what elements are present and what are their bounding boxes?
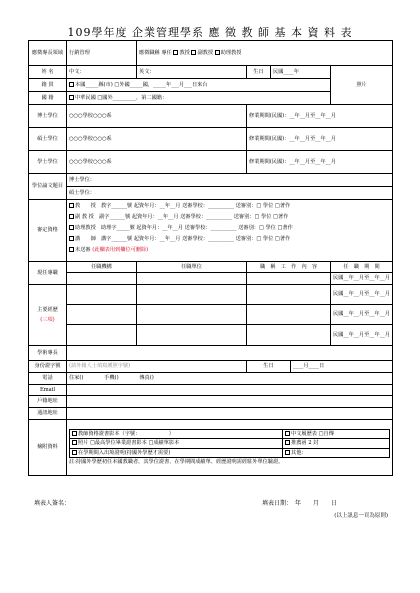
email-label: Email [29, 385, 67, 396]
experience-period[interactable]: 民國__年__月至__年__月 [331, 305, 393, 325]
roc-checkbox[interactable] [69, 95, 74, 100]
id-label: 身份證字號 [29, 361, 67, 373]
name-en-field[interactable]: 英文： [137, 66, 247, 79]
attachment-checkbox[interactable] [285, 431, 290, 436]
row-id [29, 361, 393, 373]
master-school[interactable]: ○○○學校○○○系 [67, 128, 247, 151]
experience-unit[interactable] [137, 325, 247, 346]
qualification-checkbox[interactable] [69, 214, 74, 219]
home-phone-label: 住家( [69, 375, 82, 382]
origin-field[interactable] [67, 79, 331, 92]
nationality-label: 國 籍 [29, 92, 67, 105]
rank-option-label: 副教授 [197, 49, 214, 56]
row-experience-2 [29, 305, 393, 325]
address-label: 通訊地址 [29, 408, 67, 420]
experience-period[interactable]: 民國__年__月至__年__月 [331, 285, 393, 305]
qualification-rank: 助理教授 [75, 225, 96, 231]
attachment-checkbox[interactable] [285, 440, 290, 445]
main-experience-label [29, 285, 67, 346]
experience-unit[interactable] [137, 305, 247, 325]
birth-year-field[interactable]: 民國____年 [271, 66, 331, 79]
address-field[interactable] [67, 408, 393, 420]
row-thesis-phd [29, 174, 393, 187]
phone-label: 電話 [29, 373, 67, 385]
main-experience-note: (三項) [40, 316, 55, 323]
bachelor-label: 學士學位 [29, 151, 67, 174]
experience-institution[interactable] [67, 325, 137, 346]
main-experience-title: 主要經歷 [37, 307, 58, 313]
row-experience-3 [29, 325, 393, 346]
not-reviewed-note: (此欄表用到欄位可刪除) [92, 247, 149, 253]
signature-line [34, 498, 386, 507]
rank-checkbox-assistant[interactable] [215, 50, 220, 55]
attachment-item: 推薦函 2 封 [291, 440, 319, 447]
qualification-text: 教字______號 起資年月：__年__月 送審學校：__________ 送審別：□ 學位 □著作 [100, 203, 291, 209]
experience-period[interactable]: 民國__年__月至__年__月 [331, 325, 393, 346]
thesis-label: 學位論文題目 [29, 174, 67, 200]
row-qualification [29, 200, 393, 262]
mobile-phone-label: ) 手機( [81, 375, 117, 382]
qualification-item [69, 214, 390, 225]
specialty-label: 應徵專長領域 [29, 41, 67, 66]
attachment-checkbox[interactable] [72, 450, 77, 455]
phd-period[interactable]: 修業期間(民國)：__年__月至__年__月 [247, 105, 393, 128]
expertise-label: 學術專長 [29, 346, 67, 361]
attachment-item: 中文履歷表 □自傳 [291, 430, 334, 437]
attachment-item: 在學期間入出境證明(持國外學歷才需要) [78, 449, 171, 456]
phd-label: 博士學位 [29, 105, 67, 128]
domestic-checkbox[interactable] [69, 82, 74, 87]
row-household [29, 396, 393, 408]
header-period: 任 職 期 間 [331, 262, 393, 273]
qualification-item [69, 247, 390, 258]
row-master [29, 128, 393, 151]
header-unit: 任職單位 [137, 262, 247, 273]
attachment-item: 照片 □最高學位畢業證書影本 □成績單影本 [78, 440, 180, 447]
attachment-item: 教師資格證書影本（字號： ） [78, 430, 174, 437]
not-reviewed-label: 未送審 [75, 247, 91, 253]
header-institution: 任職機構 [67, 262, 137, 273]
bachelor-period[interactable]: 修業期間(民國)：__年__月至__年__月 [247, 151, 393, 174]
row-expertise [29, 346, 393, 361]
applicant-signature-label[interactable]: 填表人簽名： [34, 500, 71, 507]
rank-selector [137, 41, 393, 66]
expertise-field[interactable] [67, 346, 393, 361]
household-label: 戶籍地址 [29, 396, 67, 408]
header-title-duties: 職 稱 工 作 內 容 [247, 262, 331, 273]
master-label: 碩士學位 [29, 128, 67, 151]
attachment-checkbox[interactable] [285, 450, 290, 455]
experience-duties[interactable] [247, 285, 331, 305]
phone-end: ) [151, 375, 154, 382]
row-name [29, 66, 393, 79]
origin-text: 本國_____縣(市) □外國_____國，_____年___月___日來台 [75, 81, 208, 88]
row-email [29, 385, 393, 396]
row-phone [29, 373, 393, 385]
name-label: 姓 名 [29, 66, 67, 79]
nationality-field[interactable] [67, 92, 331, 105]
qualification-text: 講字______號 起資年月：__年__月 送審學校：__________ 送審別：□ 學位 □著作 [100, 236, 291, 242]
current-period[interactable]: 民國__年__月至__年__月 [331, 273, 393, 285]
id-birth-label: 生日 [247, 361, 291, 373]
qualification-rank: 講 師 [75, 236, 96, 242]
experience-unit[interactable] [137, 285, 247, 305]
photo-box[interactable]: 照片 [331, 66, 393, 105]
attachments-label: 檢附資料 [29, 420, 67, 476]
fill-date-label[interactable]: 填表日期： 年 月 日 [262, 500, 338, 507]
page-limit-note: (以上訊息一頁為原則) [334, 513, 388, 519]
experience-duties[interactable] [247, 325, 331, 346]
rank-option-label: 助理教授 [220, 49, 242, 56]
name-zh-field[interactable]: 中文： [67, 66, 137, 79]
row-bachelor [29, 151, 393, 174]
qualification-checkbox[interactable] [69, 225, 74, 230]
qualification-rank: 教 授 [75, 203, 96, 209]
id-field[interactable]: (請外籍人士填寫護照字號) [67, 361, 247, 373]
rank-option-label: 教授 [179, 49, 190, 56]
rank-checkbox-professor[interactable] [173, 50, 178, 55]
row-experience-header [29, 262, 393, 273]
experience-institution[interactable] [67, 305, 137, 325]
nationality-text: 中華民國 □國外_________，第二國籍： [75, 94, 168, 101]
attachments-grid [69, 429, 390, 458]
qualification-text: 副字______號 起資年月：__年__月 送審學校：__________ 送審別：□ 學位 □著作 [99, 214, 289, 220]
row-phd [29, 105, 393, 128]
id-birth-field[interactable]: ____月____日 [291, 361, 393, 373]
qualification-item [69, 225, 390, 236]
row-current-job [29, 273, 393, 285]
qualification-checkbox[interactable] [69, 236, 74, 241]
phone-field[interactable] [67, 373, 393, 385]
current-duties[interactable] [247, 273, 331, 285]
qualification-label: 審定資格 [29, 200, 67, 262]
qualification-text: 助理字_____號 起資年月：__年__月 送審學校：__________ 送審別：□ 學位 □著作 [100, 225, 293, 231]
bachelor-school[interactable]: ○○○學校○○○系 [67, 151, 247, 174]
phd-school[interactable]: ○○○學校○○○系 [67, 105, 247, 128]
master-period[interactable]: 修業期間(民國)：__年__月至__年__月 [247, 128, 393, 151]
page-title: 109學年度 企業管理學系 應 徵 教 師 基 本 資 料 表 [67, 26, 353, 39]
origin-label: 籍 貫 [29, 79, 67, 92]
attachment-checkbox[interactable] [72, 431, 77, 436]
row-experience-1 [29, 285, 393, 305]
current-unit[interactable] [137, 273, 247, 285]
attachments-list [67, 420, 393, 476]
current-job-label: 現任專職 [29, 262, 67, 285]
not-reviewed-checkbox[interactable] [69, 247, 74, 252]
experience-institution[interactable] [67, 285, 137, 305]
email-field[interactable] [67, 385, 393, 396]
attachment-checkbox[interactable] [72, 440, 77, 445]
row-thesis-master [29, 187, 393, 200]
thesis-master-field[interactable]: 碩士學位： [67, 187, 393, 200]
fax-label: ) 傳真( [116, 375, 152, 382]
row-address [29, 408, 393, 420]
attachment-item: 其他： [291, 449, 307, 456]
qualification-rank: 副 教 授 [75, 214, 94, 220]
qualification-item [69, 236, 390, 247]
experience-duties[interactable] [247, 305, 331, 325]
rank-label: 應徵職稱 專任 [139, 49, 172, 56]
birth-label: 生日 [247, 66, 271, 79]
attachment-note: 註:持國外學歷初任本國教職者，其學位證書、在學期間成績單、經歷證明需經駐外單位驗證。 [69, 458, 284, 465]
row-attachments [29, 420, 393, 476]
thesis-phd-field[interactable]: 博士學位： [67, 174, 393, 187]
qualification-list [67, 200, 393, 262]
rank-checkbox-associate[interactable] [191, 50, 196, 55]
current-institution[interactable] [67, 273, 137, 285]
qualification-item [69, 203, 390, 214]
household-field[interactable] [67, 396, 393, 408]
specialty-value[interactable]: 行銷管理 [67, 41, 137, 66]
qualification-checkbox[interactable] [69, 203, 74, 208]
row-specialty [29, 41, 393, 66]
application-form [28, 40, 393, 476]
